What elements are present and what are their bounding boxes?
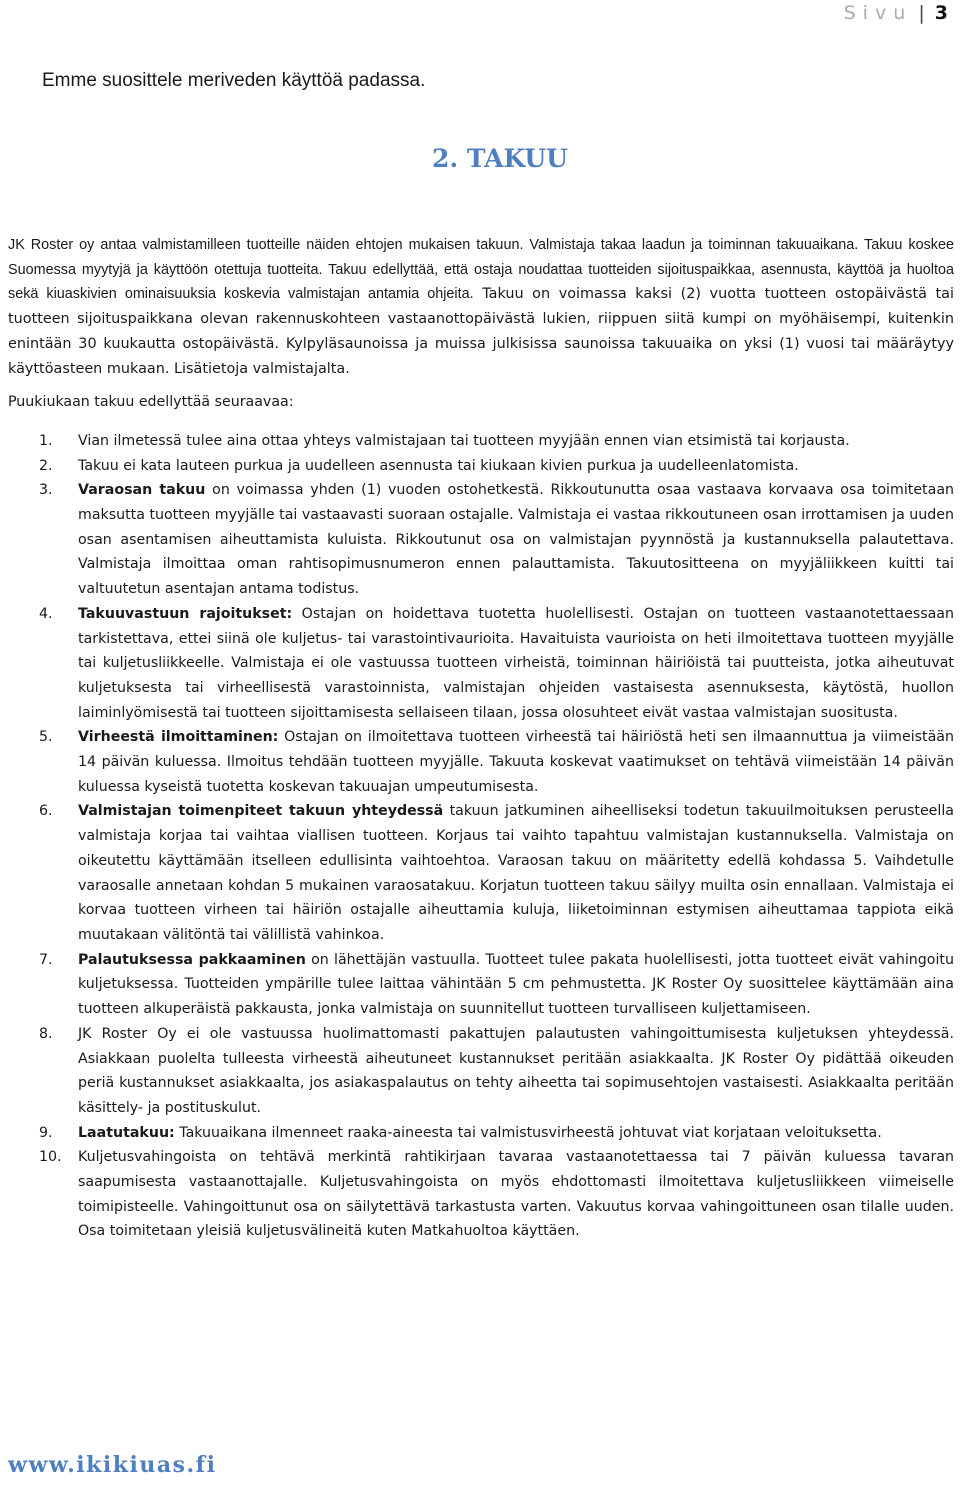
page-label: Sivu xyxy=(843,2,913,24)
condition-text: takuun jatkuminen aiheelliseksi todetun takuuilmoituksen perusteella valmistaja korjaa tai vaihtaa viallisen tuotteen. Korjaus tai vaihto tapahtuu valmistajan kustannuksella. Valmistaja on oikeutettu käyttämään itselleen edullisinta vaihtoehtoa. Varaosan takuu on määritetty edellä kohdassa 5. Vaihdetulle varaosalle annetaan kohdan 5 mukainen varaosatakuu. Korjatun tuotteen takuu säilyy muilta osin ennallaan. Valmistaja ei korvaa tuotteen virheen tai häiriön ostajalle aiheuttamia kuluja, liiketoiminnan estymisen aiheuttamaa tappiota eikä muutakaan välitöntä tai välillistä vahinkoa. xyxy=(78,803,954,943)
condition-number: 6. xyxy=(39,803,53,820)
condition-item xyxy=(8,948,954,1022)
condition-item xyxy=(8,1145,954,1244)
condition-title: Palautuksessa pakkaaminen xyxy=(78,951,306,968)
condition-number: 5. xyxy=(39,729,53,746)
condition-number: 10. xyxy=(39,1149,62,1166)
page-number-value: 3 xyxy=(934,2,948,24)
condition-number: 9. xyxy=(39,1124,53,1141)
section-heading: 2. TAKUU xyxy=(432,144,568,173)
condition-text: JK Roster Oy ei ole vastuussa huolimattomasti pakattujen palautusten vahingoittumisesta kuljetuksen yhteydessä. Asiakkaan puolelta tulleesta virheestä aiheutuneet kustannukset peritään asiakkaalta. JK Roster Oy pidättää oikeuden periä kustannukset asiakkaalta, jos asiakaspalautus on tehty aiheetta tai sopimusehtojen vastaisesti. Asiakkaalta peritään käsittely- ja postituskulut. xyxy=(78,1025,954,1116)
condition-text: Ostajan on hoidettava tuotetta huolellisesti. Ostajan on tuotteen vastaanotettaessaan tarkistettava, ettei siinä ole kuljetus- tai varastointivaurioita. Havaituista vaurioista on heti ilmoitettava tuotteen myyjälle tai kuljetusliikkeelle. Valmistaja ei ole vastuussa tuotteen virheistä, toiminnan häiriöistä tai puutteista, jotka aiheutuvat kuljetuksesta tai virheellisestä varastoinnista, valmistajan ohjeiden vastaisesta asennuksesta, käytöstä, huollon laiminlyömisestä tai tuotteen sijoittamisesta sellaiseen tilaan, jossa olosuhteet eivät vastaa valmistajan suositusta. xyxy=(78,605,954,721)
page-separator: | xyxy=(918,2,925,24)
condition-number: 2. xyxy=(39,457,53,474)
condition-text: on voimassa yhden (1) vuoden ostohetkestä. Rikkoutunutta osaa vastaava korvaava osa toimitetaan maksutta tuotteen myyjälle tai vastaavasti suoraan ostajalle. Valmistaja ei vastaa rikkoutuneen osan irrottamisen ja uuden osan asentamisen aiheuttamista kuluista. Rikkoutunut osa on valmistajan pyynnöstä ja kustannuksella palautettava. Valmistaja ilmoittaa oman rahtisopimusnumeron ennen palauttamista. Takuutositteena on myyjäliikkeen kuitti tai valtuutetun asentajan antama todistus. xyxy=(78,482,954,598)
condition-number: 1. xyxy=(39,432,53,449)
intro-text: Emme suosittele meriveden käyttöä padassa. xyxy=(42,70,426,91)
condition-item xyxy=(8,454,954,479)
condition-title: Laatutakuu: xyxy=(78,1124,175,1141)
warranty-intro-part-b: Takuu on voimassa kaksi (2) vuotta tuotteen ostopäivästä tai tuotteen sijoituspaikkana olevan rakennuskohteen vastaanottopäivästä lukien, riippuen siitä kumpi on myöhäisempi, kuitenkin enintään 30 kuukautta ostopäivästä. Kylpyläsaunoissa ja muissa julkisissa saunoissa takuuaika on yksi (1) vuosi tai määräytyy käyttöasteen mukaan. Lisätietoja valmistajalta. xyxy=(8,286,955,377)
condition-text: Takuuaikana ilmenneet raaka-aineesta tai valmistusvirheestä johtuvat viat korjataan veloituksetta. xyxy=(174,1124,882,1141)
condition-title: Varaosan takuu xyxy=(78,482,206,499)
warranty-intro-part-a: JK Roster oy antaa valmistamilleen tuotteille näiden ehtojen mukaisen takuun. Valmistaja takaa laadun ja toiminnan takuuaikana. Takuu koskee Suomessa myytyjä ja käyttöön otettuja tuotteita. Takuu edellyttää, että ostaja noudattaa tuotteiden sijoituspaikkaa, asennusta, käyttöä ja huoltoa sekä kiuaskivien ominaisuuksia koskevia valmistajan antamia ohjeita. xyxy=(8,237,954,303)
condition-number: 4. xyxy=(39,605,53,622)
condition-item xyxy=(8,429,954,454)
warranty-content xyxy=(8,233,954,1244)
warranty-intro-paragraph xyxy=(8,233,954,381)
condition-text: Takuu ei kata lauteen purkua ja uudelleen asennusta tai kiukaan kivien purkua ja uudelleenlatomista. xyxy=(78,457,799,474)
footer-url: www.ikikiuas.fi xyxy=(8,1452,217,1478)
condition-text: on lähettäjän vastuulla. Tuotteet tulee pakata huolellisesti, jotta tuotteet eivät vahingoitu kuljetuksessa. Tuotteiden ympärille tulee laittaa vähintään 5 cm pehmustetta. JK Roster Oy suosittelee käyttämään aina tuotteen alkuperäistä pakkausta, jonka valmistaja on suunnitellut tuotteen turvalliseen kuljettamiseen. xyxy=(78,951,954,1018)
condition-text: Vian ilmetessä tulee aina ottaa yhteys valmistajaan tai tuotteen myyjään ennen vian etsimistä tai korjausta. xyxy=(78,432,850,449)
condition-text: Ostajan on ilmoitettava tuotteen virheestä tai häiriöstä heti sen ilmaannuttua ja viimeistään 14 päivän kuluessa. Ilmoitus tehdään tuotteen myyjälle. Takuuta koskevat vaatimukset on tehtävä viimeistään 14 päivän kuluessa kyseistä tuotetta koskevan takuuajan umpeutumisesta. xyxy=(78,729,954,795)
condition-title: Takuuvastuun rajoitukset: xyxy=(78,605,293,622)
condition-number: 3. xyxy=(39,482,53,499)
condition-item xyxy=(8,1121,954,1146)
condition-title: Virheestä ilmoittaminen: xyxy=(78,729,279,746)
condition-item xyxy=(8,478,954,602)
condition-item xyxy=(8,1022,954,1121)
condition-number: 8. xyxy=(39,1025,53,1042)
conditions-list xyxy=(8,429,954,1244)
condition-item xyxy=(8,602,954,726)
condition-number: 7. xyxy=(39,951,53,968)
condition-text: Kuljetusvahingoista on tehtävä merkintä rahtikirjaan tavaraa vastaanotettaessa tai 7 päivän kuluessa tavaran saapumisesta vastaanottajalle. Kuljetusvahingoista on myös ehdottomasti ilmoitettava kuljetusliikkeen viimeiselle toimipisteelle. Vahingoittunut osa on säilytettävä tarkastusta varten. Vakuutus korvaa vahingoittuneen osan tilalle uuden. Osa toimitetaan yleisiä kuljetusvälineitä kuten Matkahuoltoa käyttäen. xyxy=(78,1149,954,1240)
conditions-lead: Puukiukaan takuu edellyttää seuraavaa: xyxy=(8,394,294,411)
page-number xyxy=(844,2,948,24)
condition-title: Valmistajan toimenpiteet takuun yhteydessä xyxy=(78,803,444,820)
condition-item xyxy=(8,725,954,799)
condition-item xyxy=(8,799,954,947)
